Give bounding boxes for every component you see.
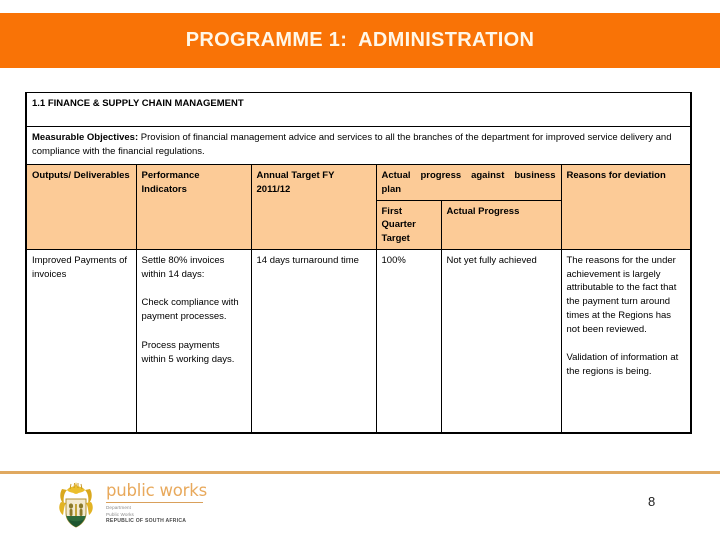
reasons-line-1: The reasons for the under achievement is largely attributable to the fact that the payment turn around times at the Regions has not been reviewed. xyxy=(566,254,677,335)
south-africa-coat-of-arms-icon xyxy=(55,480,97,528)
cell-outputs: Improved Payments of invoices xyxy=(26,249,136,433)
cell-first-quarter-target: 100% xyxy=(376,249,441,433)
table-row xyxy=(26,249,691,433)
cell-annual-target: 14 days turnaround time xyxy=(251,249,376,433)
column-header-outputs: Outputs/ Deliverables xyxy=(26,165,136,250)
cell-reasons xyxy=(561,249,691,433)
public-works-wordmark xyxy=(106,480,208,526)
table-row-objectives xyxy=(26,127,691,165)
section-title: 1.1 FINANCE & SUPPLY CHAIN MANAGEMENT xyxy=(26,93,691,127)
column-header-reasons: Reasons for deviation xyxy=(561,165,691,250)
objectives-text: Provision of financial management advice and services to all the branches of the department for improved service delivery and compliance with the financial regulations. xyxy=(32,132,672,157)
objectives-label: Measurable Objectives: xyxy=(32,132,139,143)
column-header-actual-progress: Actual Progress xyxy=(441,200,561,249)
report-table xyxy=(25,92,692,434)
column-header-indicators: Performance Indicators xyxy=(136,165,251,250)
brand-line-republic: REPUBLIC OF SOUTH AFRICA xyxy=(106,518,187,525)
reasons-line-2: Validation of information at the regions is being. xyxy=(566,352,679,378)
brand-line-public-works: Public Works xyxy=(106,511,134,517)
footer-divider xyxy=(0,471,720,474)
measurable-objectives-cell xyxy=(26,127,691,165)
cell-indicators xyxy=(136,249,251,433)
column-header-actual-progress-group: Actual progress against business plan xyxy=(376,165,561,201)
indicator-line-3: Process payments within 5 working days. xyxy=(141,339,235,365)
table-row-section-title xyxy=(26,93,691,127)
brand-underline xyxy=(106,502,203,503)
report-table-container xyxy=(25,92,690,434)
table-header-row-primary xyxy=(26,165,691,201)
cell-actual-progress: Not yet fully achieved xyxy=(441,249,561,433)
indicator-line-2: Check compliance with payment processes. xyxy=(141,297,239,323)
footer-branding xyxy=(55,480,207,528)
brand-line-department: Department xyxy=(106,505,132,511)
column-header-first-quarter-target: First Quarter Target xyxy=(376,200,441,249)
brand-department-lines xyxy=(106,505,207,525)
slide-header-banner xyxy=(0,13,720,68)
indicator-line-1: Settle 80% invoices within 14 days: xyxy=(141,254,225,280)
page-number: 8 xyxy=(648,494,656,509)
page-title: PROGRAMME 1: ADMINISTRATION xyxy=(185,29,535,51)
brand-name: public works xyxy=(106,480,208,500)
column-header-annual-target: Annual Target FY 2011/12 xyxy=(251,165,376,250)
